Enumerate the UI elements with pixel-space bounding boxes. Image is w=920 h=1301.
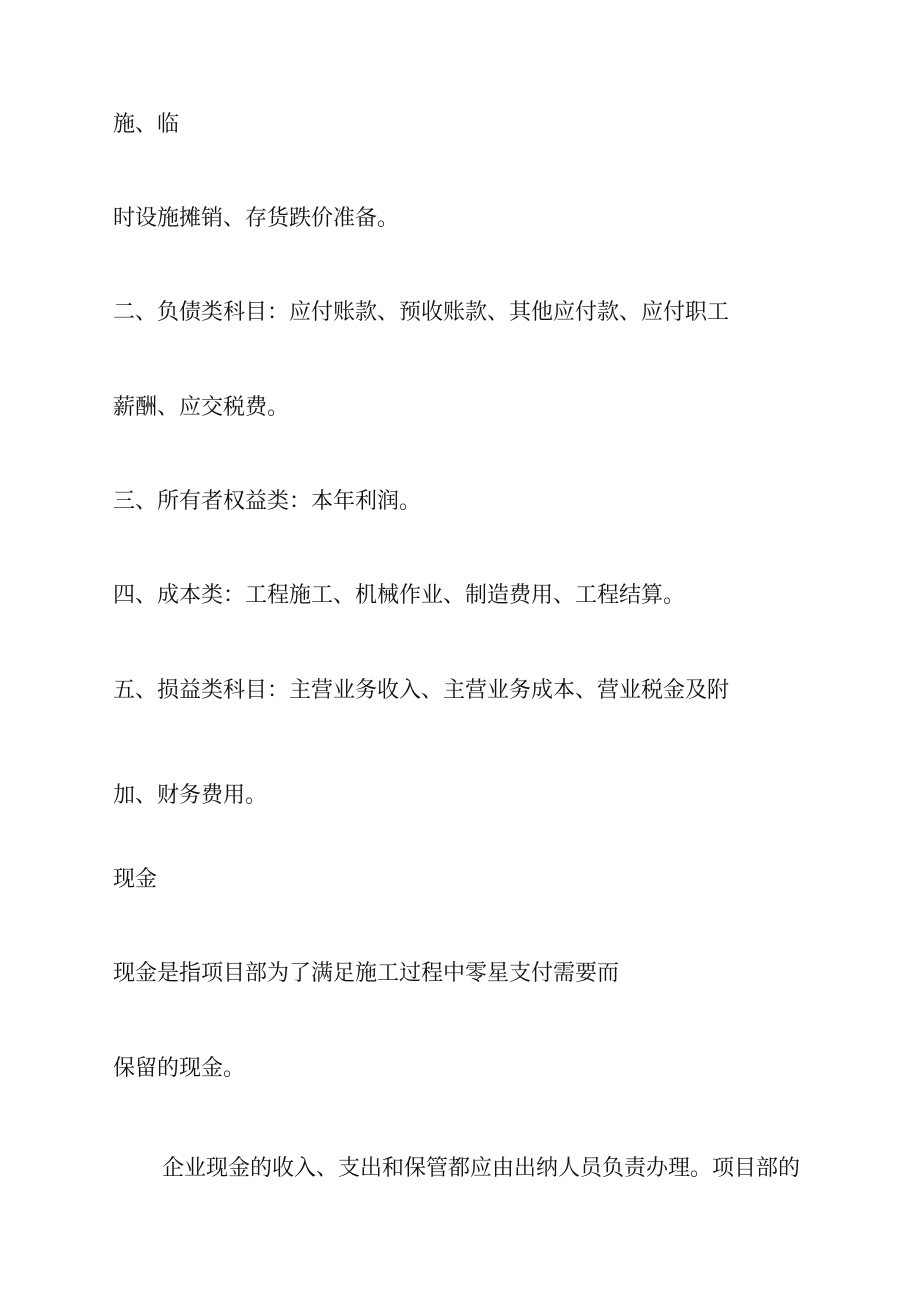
- text-line-12: 企业现金的收入、支出和保管都应由出纳人员负责办理。项目部的: [162, 1156, 801, 1181]
- text-line-8: 加、财务费用。: [113, 783, 268, 808]
- text-line-3: 二、负债类科目：应付账款、预收账款、其他应付款、应付职工: [113, 300, 730, 325]
- text-line-10: 现金是指项目部为了满足施工过程中零星支付需要而: [113, 961, 620, 986]
- text-line-6: 四、成本类：工程施工、机械作业、制造费用、工程结算。: [113, 583, 686, 608]
- text-line-11: 保留的现金。: [113, 1056, 246, 1081]
- text-line-7: 五、损益类科目：主营业务收入、主营业务成本、营业税金及附: [113, 678, 730, 703]
- text-line-5: 三、所有者权益类：本年利润。: [113, 489, 422, 514]
- text-line-2: 时设施摊销、存货跌价准备。: [113, 206, 400, 231]
- text-line-1: 施、临: [113, 112, 180, 137]
- section-heading-cash: 现金: [113, 867, 158, 892]
- text-line-4: 薪酬、应交税费。: [113, 395, 290, 420]
